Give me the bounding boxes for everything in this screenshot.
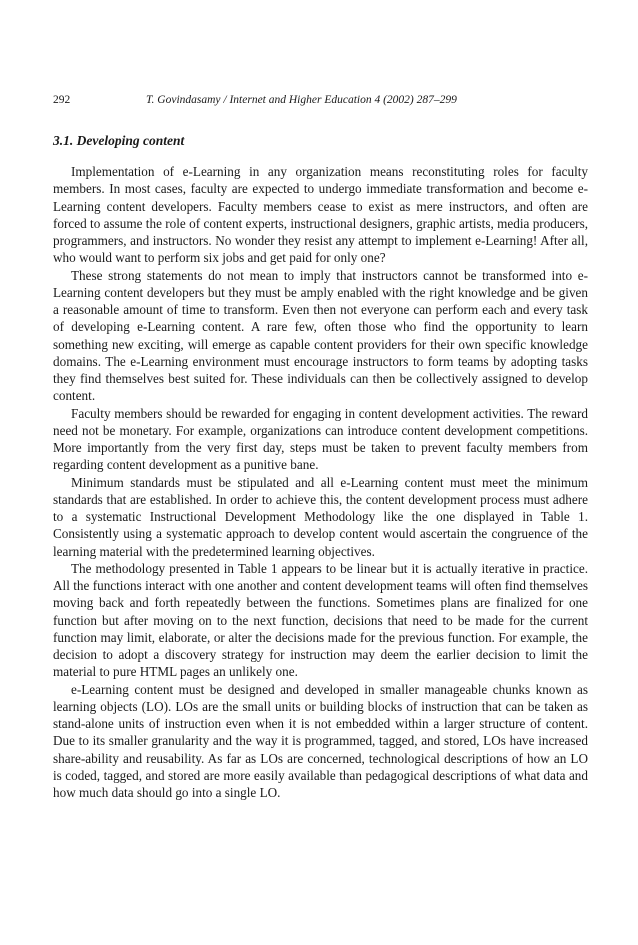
running-head	[53, 92, 588, 112]
paragraph-learning-objects: e-Learning content must be designed and developed in smaller manageable chunks known as learning objects (LO). LOs are the small units or building blocks of instruction that can be taken as stand-alone units of instruction even when it is not embedded within a larger structure of content. Due to its smaller granularity and the way it is programmed, tagged, and stored, LOs have increased share-ability and reusability. As far as LOs are concerned, technological descriptions of how an LO is coded, tagged, and stored are more easily available than pedagogical descriptions of what data and how much data should go into a single LO.	[53, 681, 588, 800]
section-heading: 3.1. Developing content	[53, 133, 185, 148]
paragraph-faculty-roles: Implementation of e-Learning in any organization means reconstituting roles for faculty members. In most cases, faculty are expected to undergo immediate transformation and become e-Learning content developers. Faculty members cease to exist as mere instructors, and often are forced to assume the role of content experts, instructional designers, graphic artists, media producers, programmers, and instructors. No wonder they resist any attempt to implement e-Learning! After all, who would want to perform six jobs and get paid for only one?	[53, 164, 588, 266]
journal-citation: T. Govindasamy / Internet and Higher Education 4 (2002) 287–299	[146, 94, 457, 106]
page-number: 292	[53, 94, 71, 106]
journal-page	[53, 92, 588, 801]
section-body	[53, 163, 588, 801]
paragraph-rewards: Faculty members should be rewarded for engaging in content development activities. The reward need not be monetary. For example, organizations can introduce content development competitions. More importantly from the very first day, steps must be taken to prevent faculty members from regarding content development as a punitive bane.	[53, 405, 588, 473]
paragraph-minimum-standards: Minimum standards must be stipulated and all e-Learning content must meet the minimum standards that are established. In order to achieve this, the content development process must adhere to a systematic Instructional Development Methodology like the one displayed in Table 1. Consistently using a systematic approach to develop content would ascertain the congruence of the learning material with the predetermined learning objectives.	[53, 474, 588, 559]
paragraph-enabling-instructors: These strong statements do not mean to imply that instructors cannot be transformed into e-Learning content developers but they must be amply enabled with the right knowledge and be given a reasonable amount of time to transform. Even then not everyone can perform each and every task of developing e-Learning content. A rare few, often those who find the opportunity to learn something new exciting, will emerge as capable content providers for their own specific knowledge domains. The e-Learning environment must encourage instructors to form teams by adopting tasks they find themselves best suited for. These individuals can then be collectively assigned to develop content.	[53, 267, 588, 404]
paragraph-methodology: The methodology presented in Table 1 appears to be linear but it is actually iterative in practice. All the functions interact with one another and content development teams will often find themselves moving back and forth repeatedly between the functions. Sometimes plans are finalized for one function but after moving on to the next function, decisions that need to be made for the current function may limit, elaborate, or alter the decisions made for the previous function. For example, the decision to adopt a discovery strategy for instruction may deem the earlier decision to limit the material to pure HTML pages an unlikely one.	[53, 560, 588, 680]
